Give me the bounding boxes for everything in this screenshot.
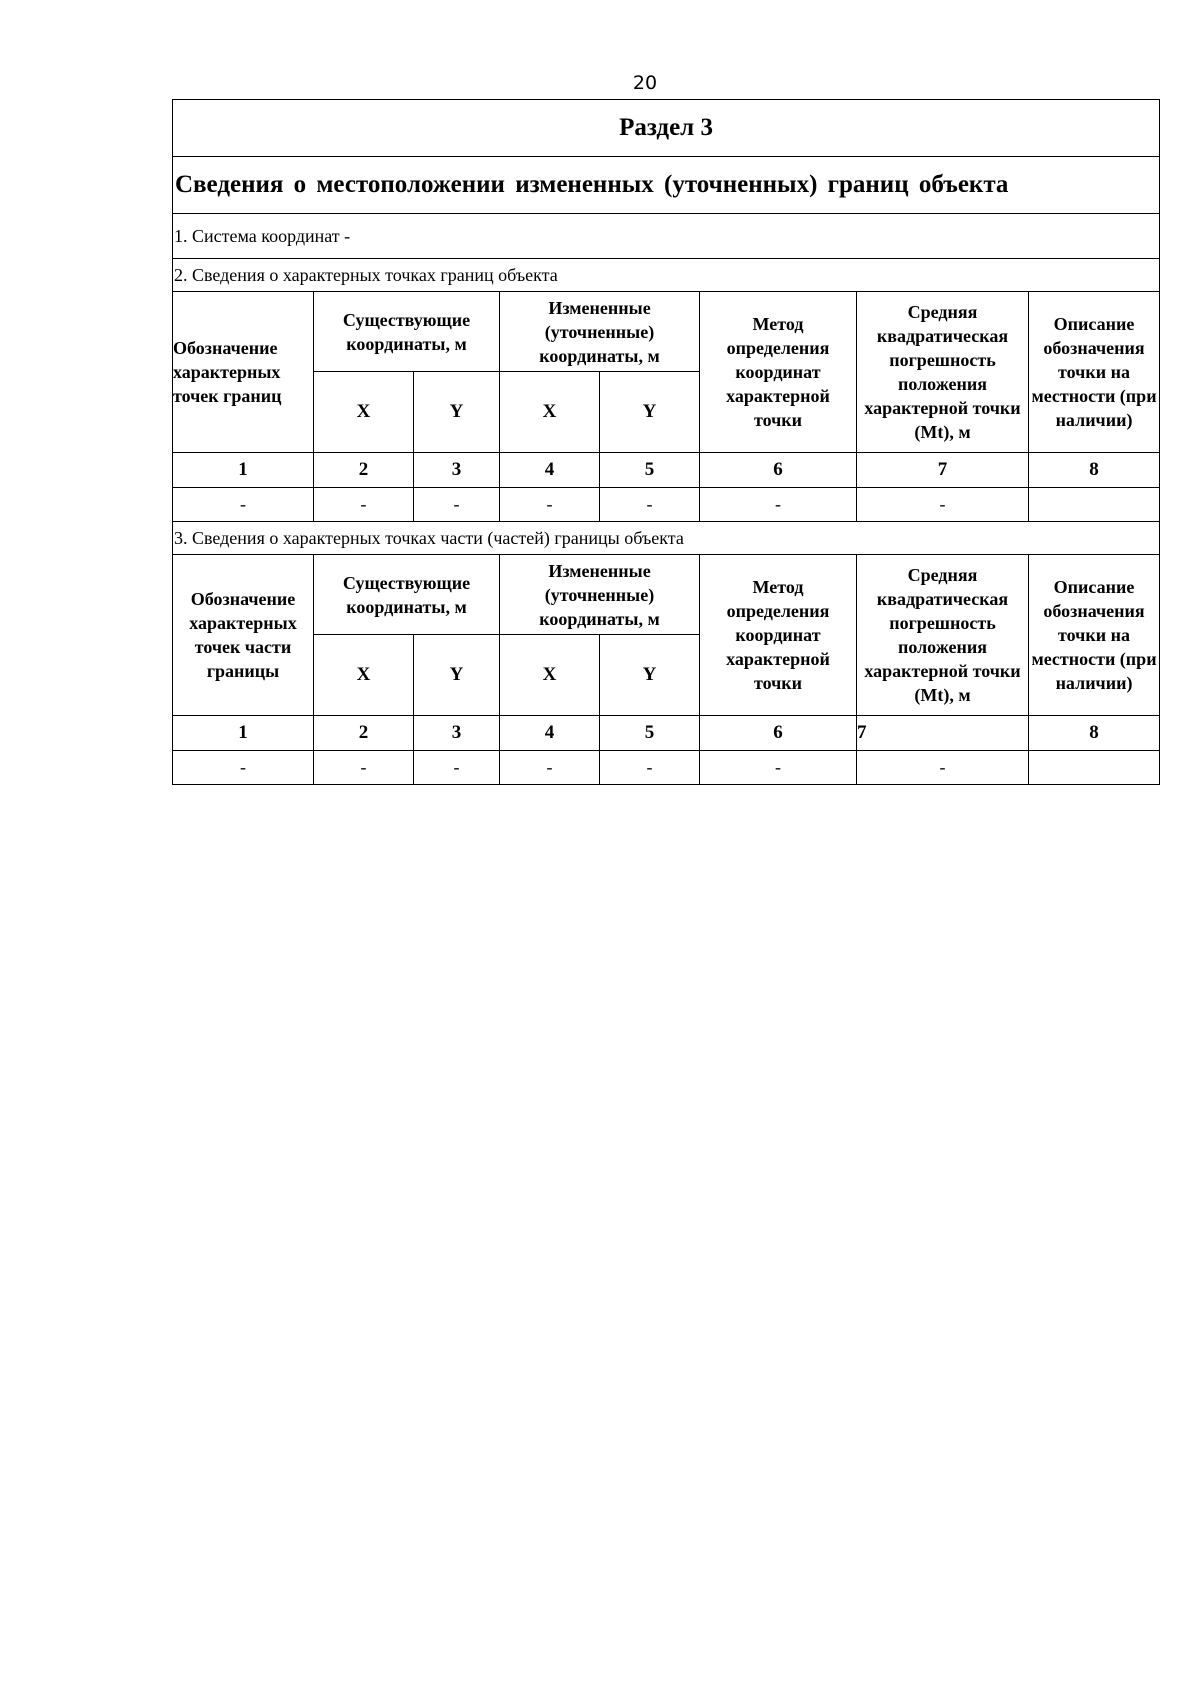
t2-x2-label: X	[500, 372, 600, 453]
t3-error-header: Средняя квадратическая погрешность положения характерной точки (Mt), м	[857, 555, 1029, 716]
t3-col-number: 8	[1029, 716, 1160, 751]
t3-cell: -	[314, 751, 414, 785]
t3-col-number: 4	[500, 716, 600, 751]
t2-col-number: 8	[1029, 453, 1160, 488]
t2-y2-label: Y	[600, 372, 700, 453]
t2-cell: -	[414, 488, 500, 522]
t3-col-number: 6	[700, 716, 857, 751]
t3-col1-header: Обозначение характерных точек части границы	[173, 555, 314, 716]
t3-cell: -	[700, 751, 857, 785]
t3-changed-header: Измененные (уточненные) координаты, м	[500, 555, 700, 635]
t3-cell: -	[857, 751, 1029, 785]
t2-cell: -	[600, 488, 700, 522]
section-title: Раздел 3	[173, 100, 1160, 157]
section-subtitle: Сведения о местоположении измененных (уточненных) границ объекта	[173, 157, 1160, 214]
t3-col-number: 1	[173, 716, 314, 751]
t3-existing-header: Существующие координаты, м	[314, 555, 500, 635]
t2-y-label: Y	[414, 372, 500, 453]
t2-col-number: 1	[173, 453, 314, 488]
t3-col-number: 2	[314, 716, 414, 751]
section-table	[172, 99, 1160, 785]
t2-col-number: 6	[700, 453, 857, 488]
t2-description-header: Описание обозначения точки на местности (при наличии)	[1029, 292, 1160, 453]
t2-x-label: X	[314, 372, 414, 453]
t3-description-header: Описание обозначения точки на местности (при наличии)	[1029, 555, 1160, 716]
t3-x-label: X	[314, 635, 414, 716]
t2-changed-header: Измененные (уточненные) координаты, м	[500, 292, 700, 372]
t2-cell: -	[857, 488, 1029, 522]
t3-col-number: 3	[414, 716, 500, 751]
t2-cell: -	[500, 488, 600, 522]
t2-col-number: 2	[314, 453, 414, 488]
part3-title: 3. Сведения о характерных точках части (частей) границы объекта	[173, 522, 1160, 555]
coord-system-line: 1. Система координат -	[173, 214, 1160, 259]
t3-cell: -	[414, 751, 500, 785]
t3-y-label: Y	[414, 635, 500, 716]
page-number: 20	[632, 72, 658, 94]
t3-cell: -	[173, 751, 314, 785]
t3-cell: -	[500, 751, 600, 785]
t3-y2-label: Y	[600, 635, 700, 716]
part2-title: 2. Сведения о характерных точках границ объекта	[173, 259, 1160, 292]
t2-cell: -	[700, 488, 857, 522]
t2-cell	[1029, 488, 1160, 522]
t2-col-number: 4	[500, 453, 600, 488]
t3-col-number: 5	[600, 716, 700, 751]
t2-col-number: 3	[414, 453, 500, 488]
t2-cell: -	[173, 488, 314, 522]
t3-cell: -	[600, 751, 700, 785]
t3-col-number: 7	[857, 716, 1029, 751]
t3-cell	[1029, 751, 1160, 785]
t2-cell: -	[314, 488, 414, 522]
t3-method-header: Метод определения координат характерной точки	[700, 555, 857, 716]
t2-error-header: Средняя квадратическая погрешность положения характерной точки (Mt), м	[857, 292, 1029, 453]
t2-method-header: Метод определения координат характерной точки	[700, 292, 857, 453]
t3-x2-label: X	[500, 635, 600, 716]
t2-col-number: 7	[857, 453, 1029, 488]
t2-col1-header: Обозначение характерных точек границ	[173, 292, 314, 453]
t2-existing-header: Существующие координаты, м	[314, 292, 500, 372]
t2-col-number: 5	[600, 453, 700, 488]
